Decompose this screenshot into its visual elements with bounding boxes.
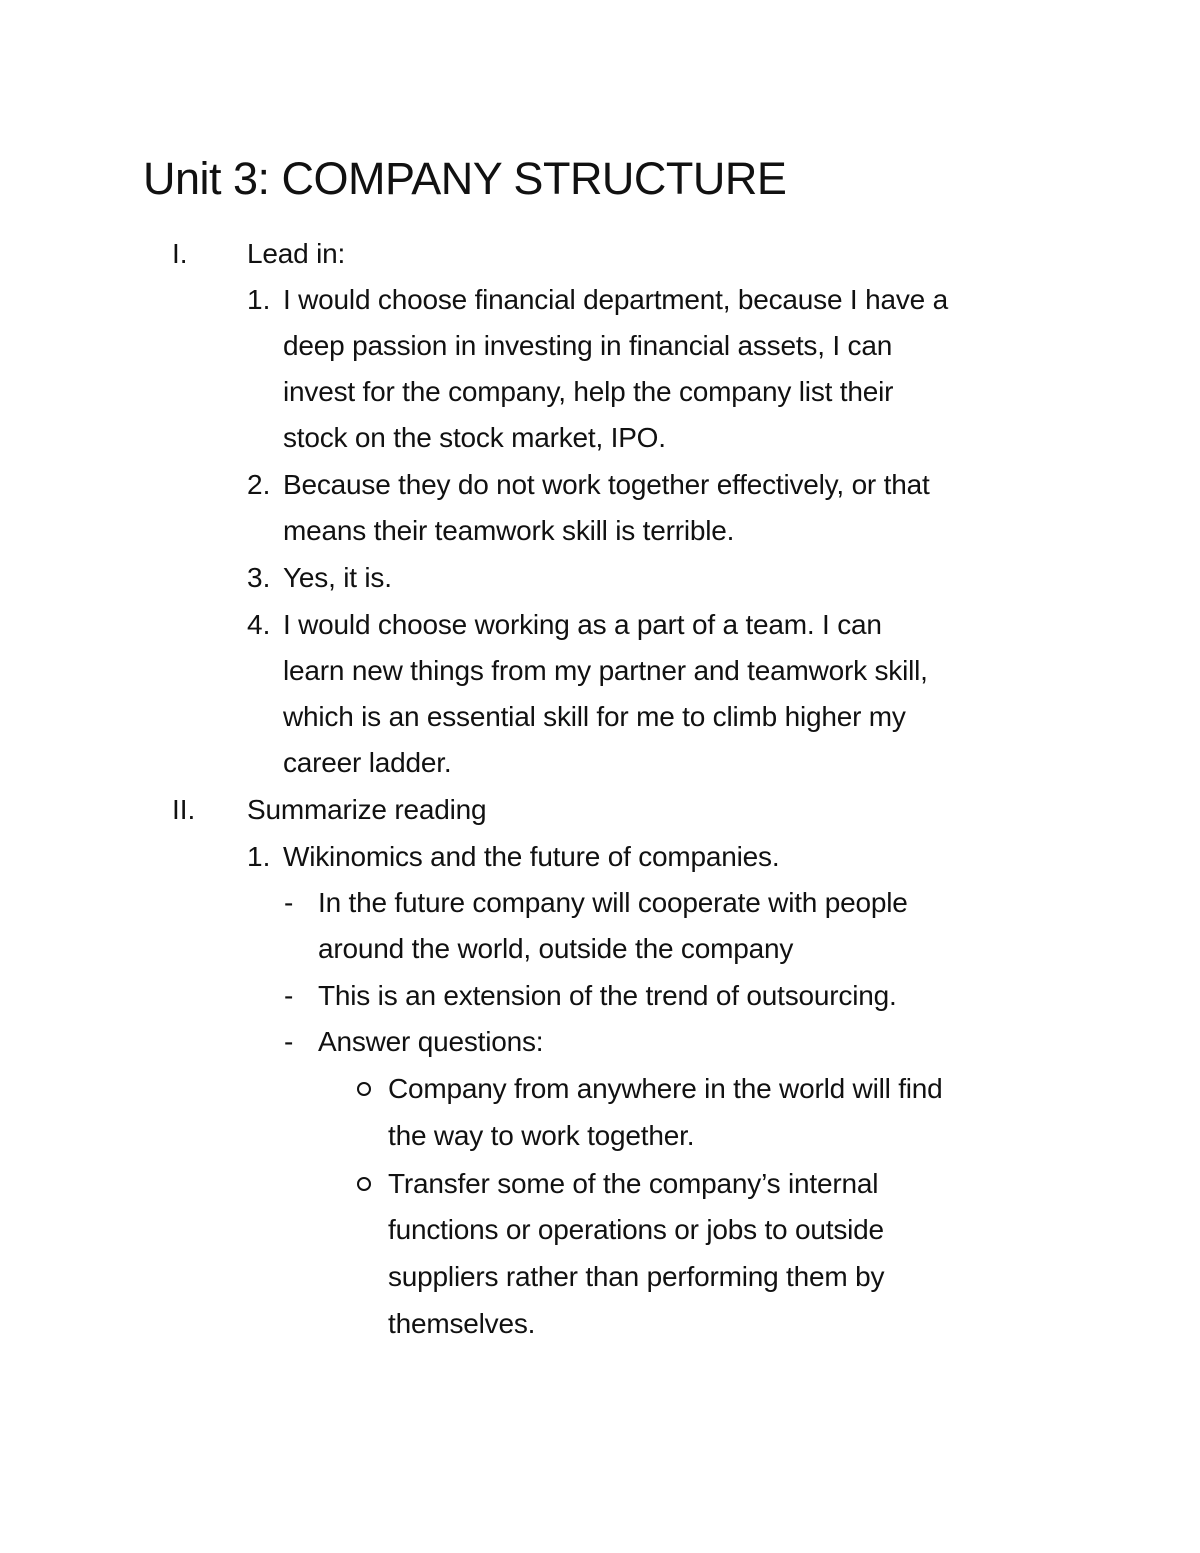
bullet-text: This is an extension of the trend of outsourcing.	[318, 980, 897, 1011]
list-number: 4.	[247, 609, 271, 640]
section-numeral: I.	[172, 238, 188, 269]
answer-text: the way to work together.	[388, 1120, 695, 1151]
answer-text: functions or operations or jobs to outside	[388, 1214, 884, 1245]
dash-bullet: -	[284, 980, 294, 1011]
bullet-text: Answer questions:	[318, 1026, 544, 1057]
list-item-text: career ladder.	[283, 747, 452, 778]
section-heading: Summarize reading	[247, 794, 487, 825]
answer-text: suppliers rather than performing them by	[388, 1261, 885, 1292]
bullet-text: In the future company will cooperate with people	[318, 887, 908, 918]
list-item-text: I would choose financial department, because I have a	[283, 284, 948, 315]
list-item-text: which is an essential skill for me to climb higher my	[283, 701, 906, 732]
list-item-text: stock on the stock market, IPO.	[283, 422, 666, 453]
section-heading: Lead in:	[247, 238, 346, 269]
list-item-text: Yes, it is.	[283, 562, 392, 593]
bullet-text: around the world, outside the company	[318, 933, 794, 964]
list-item-text: Wikinomics and the future of companies.	[283, 841, 780, 872]
answer-text: Company from anywhere in the world will find	[388, 1073, 943, 1104]
list-item-text: deep passion in investing in financial assets, I can	[283, 330, 893, 361]
list-number: 3.	[247, 562, 271, 593]
list-item-text: Because they do not work together effectively, or that	[283, 469, 930, 500]
circle-bullet-icon	[357, 1177, 371, 1191]
answer-text: Transfer some of the company’s internal	[388, 1168, 879, 1199]
list-item-text: I would choose working as a part of a team. I can	[283, 609, 882, 640]
list-item-text: invest for the company, help the company list their	[283, 376, 894, 407]
answer-text: themselves.	[388, 1308, 536, 1339]
list-item-text: learn new things from my partner and teamwork skill,	[283, 655, 928, 686]
list-number: 1.	[247, 841, 271, 872]
list-number: 1.	[247, 284, 271, 315]
dash-bullet: -	[284, 887, 294, 918]
page-title: Unit 3: COMPANY STRUCTURE	[143, 153, 787, 204]
list-number: 2.	[247, 469, 271, 500]
list-item-text: means their teamwork skill is terrible.	[283, 515, 735, 546]
dash-bullet: -	[284, 1026, 294, 1057]
section-numeral: II.	[172, 794, 196, 825]
circle-bullet-icon	[357, 1082, 371, 1096]
